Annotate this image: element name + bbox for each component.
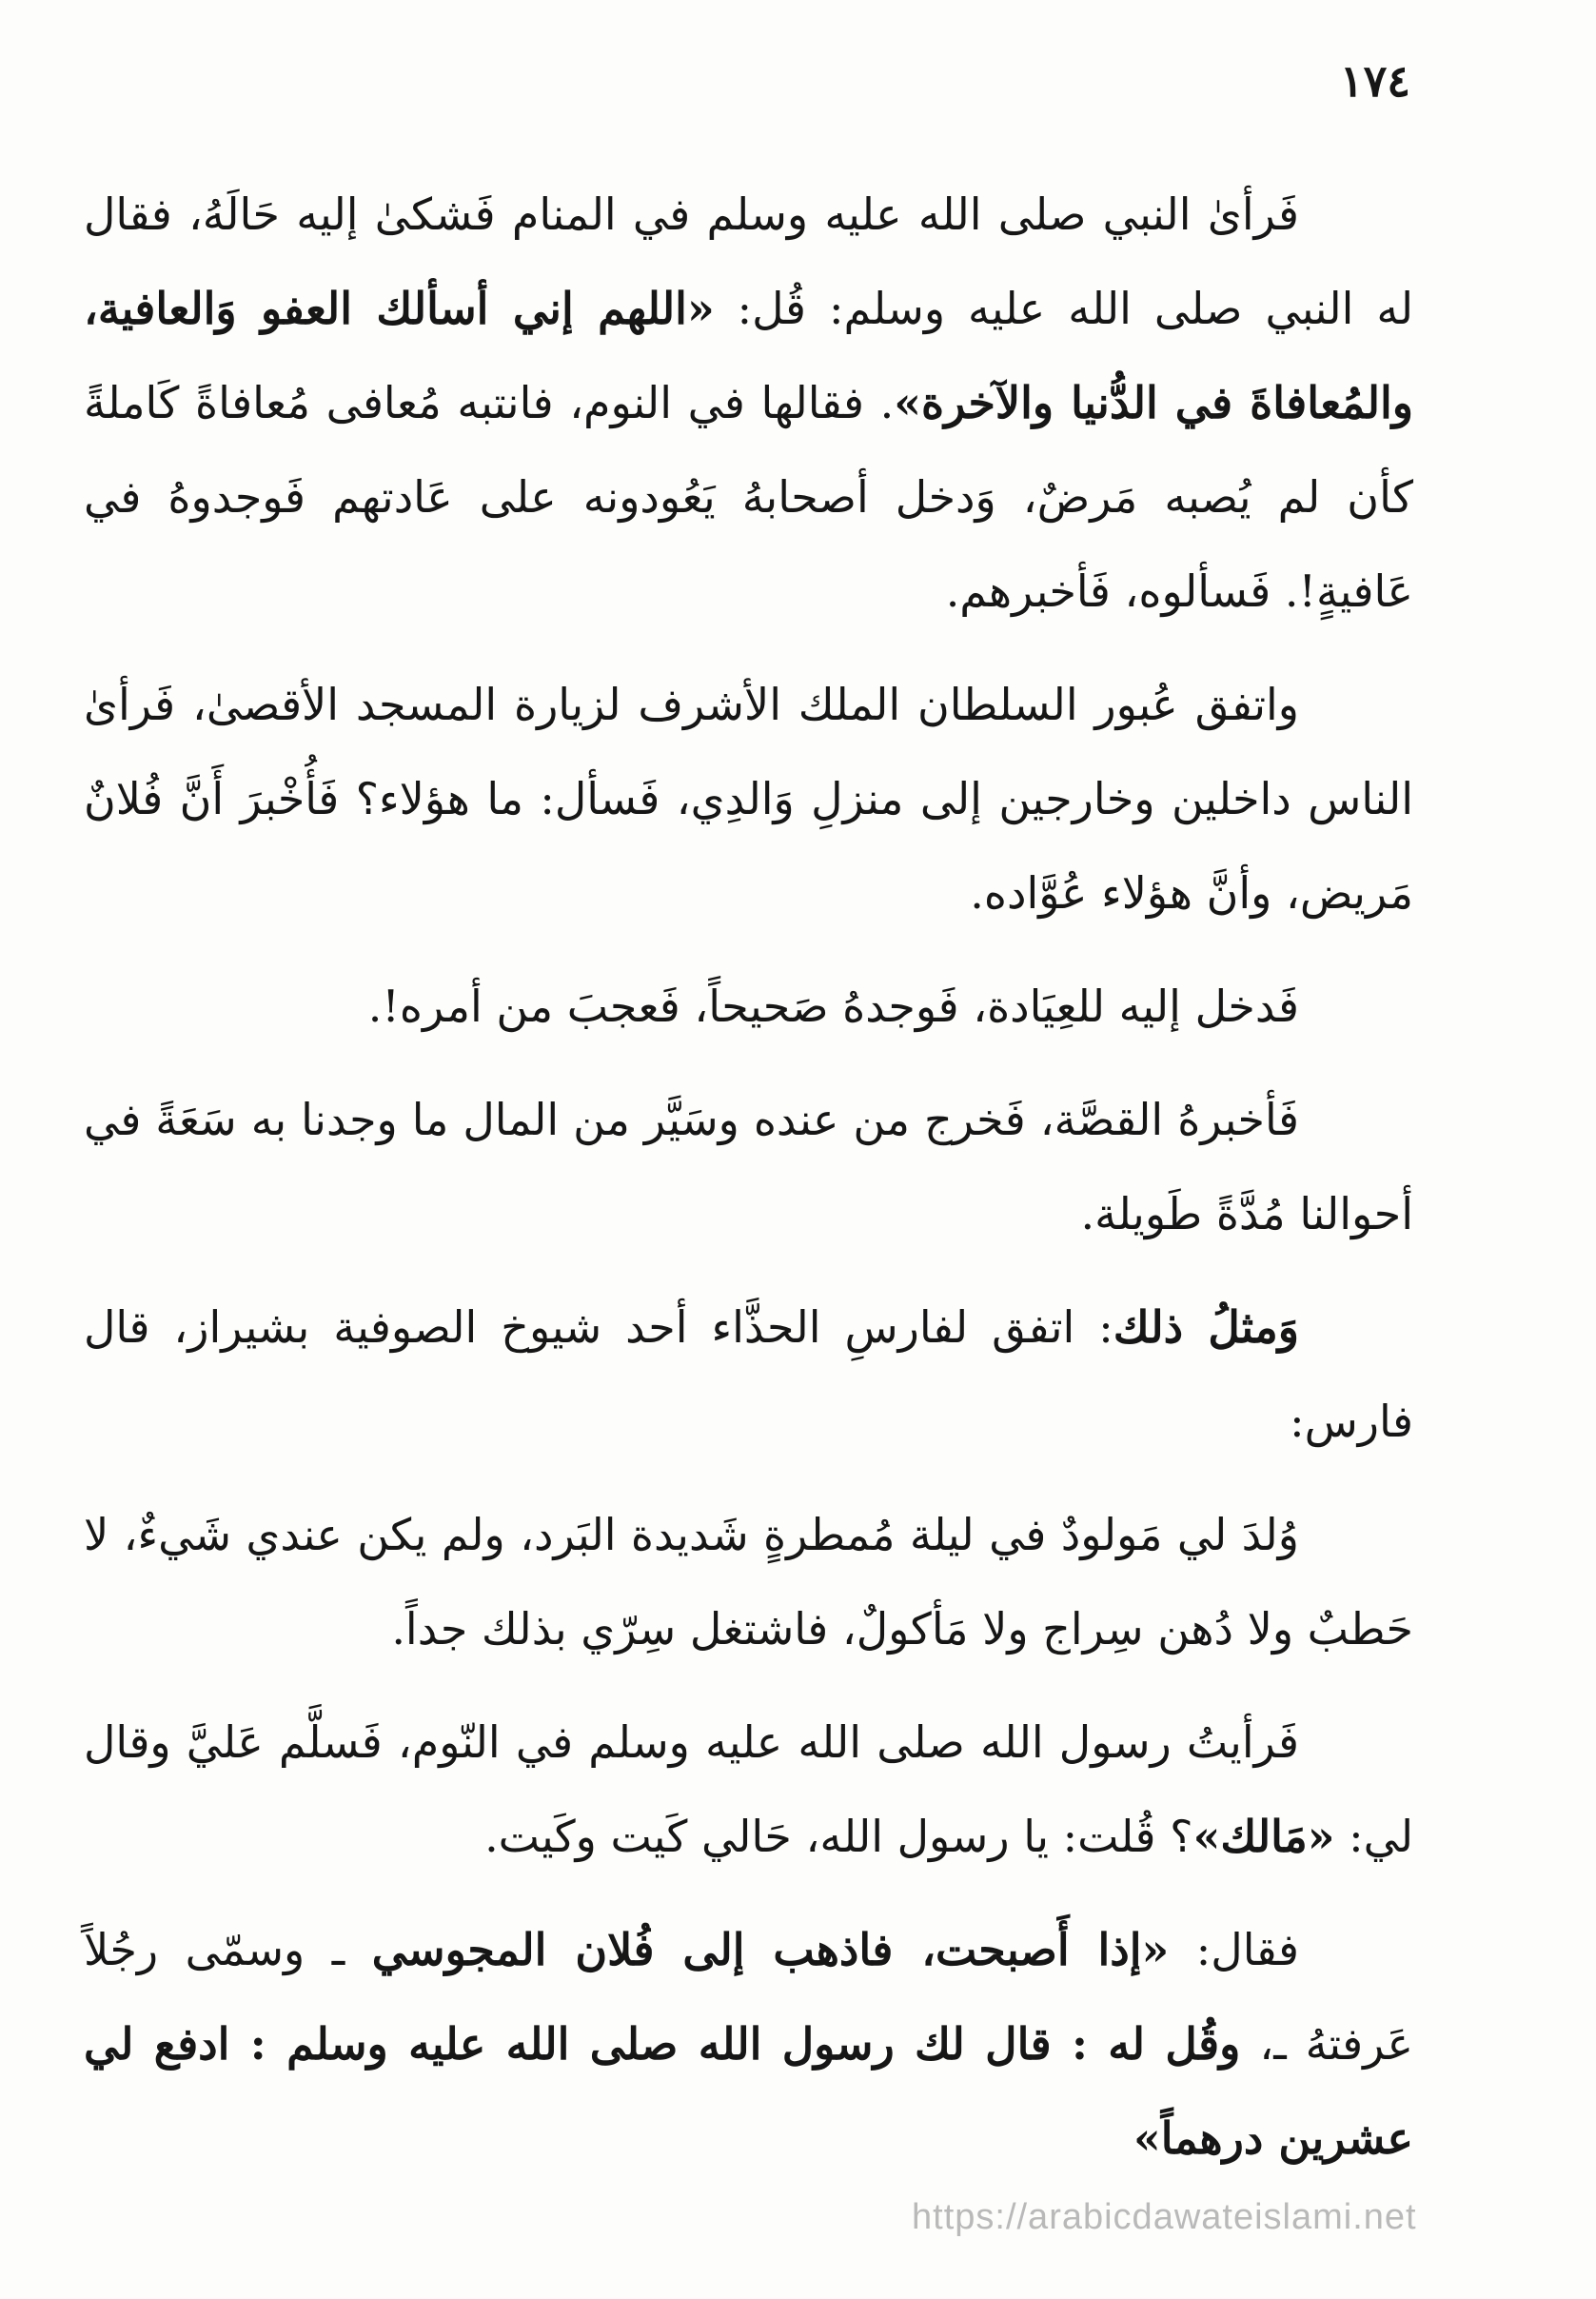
paragraph-p3 xyxy=(84,960,1413,1054)
emphasized-text: «إذا أَصبحت، فاذهب إلى فُلان المجوسي xyxy=(371,1924,1170,1975)
paragraph-p5 xyxy=(84,1280,1413,1469)
paragraph-text: فقال: xyxy=(1169,1924,1299,1975)
emphasized-text: «مَالك» xyxy=(1192,1811,1335,1862)
paragraph-p2 xyxy=(84,658,1413,941)
paragraph-text: ؟ قُلت: يا رسول الله، حَالي كَيت وكَيت. xyxy=(484,1811,1193,1862)
paragraph-text: واتفق عُبور السلطان الملك الأشرف لزيارة المسجد الأقصىٰ، فَرأىٰ الناس داخلين وخارجين إلى منزلِ وَالدِي، فَسأل: ما هؤلاء؟ فَأُخْبرَ أَنَّ فُلانٌ مَريض، وأنَّ هؤلاء عُوَّاده. xyxy=(84,679,1413,919)
paragraph-text: فَدخل إليه للعِيَادة، فَوجدهُ صَحيحاً، فَعجبَ من أمره!. xyxy=(367,981,1299,1032)
paragraph-text: فَأخبرهُ القصَّة، فَخرج من عنده وسَيَّر من المال ما وجدنا به سَعَةً في أحوالنا مُدَّةً طَويلة. xyxy=(84,1094,1413,1239)
emphasized-text: «اللهم إني أسألك العفو وَالعافية، والمُعافاةَ في الدُّنيا والآخرة» xyxy=(84,283,1414,428)
paragraph-p1 xyxy=(84,168,1413,639)
paragraph-text: ـ وسمّى رجُلاً عَرفتهُ ـ، xyxy=(84,1924,1414,2070)
paragraph-p7 xyxy=(84,1695,1413,1884)
paragraph-p8 xyxy=(84,1903,1413,2186)
paragraph-p4 xyxy=(84,1073,1413,1261)
page-number: ١٧٤ xyxy=(1339,55,1410,107)
paragraph-text: . فقالها في النوم، فانتبه مُعافى مُعافاةً كَاملةً كأن لم يُصبه مَرضٌ، وَدخل أصحابهُ يَعُودونه على عَادتهم فَوجدوهُ في عَافيةٍ!. فَسألوه، فَأخبرهم. xyxy=(84,377,1413,617)
paragraph-text: وُلدَ لي مَولودٌ في ليلة مُمطرةٍ شَديدة البَرد، ولم يكن عندي شَيءٌ، لا حَطبٌ ولا دُهن سِراج ولا مَأكولٌ، فاشتغل سِرّي بذلك جداً. xyxy=(84,1509,1413,1655)
watermark-url: https://arabicdawateislami.net xyxy=(912,2197,1417,2237)
emphasized-text: وقُل له : قال لك رسول الله صلى الله عليه وسلم : ادفع لي عشرين درهماً» xyxy=(84,2018,1413,2164)
emphasized-text: وَمثلُ ذلك xyxy=(1113,1301,1299,1353)
paragraph-text: فَرأىٰ النبي صلى الله عليه وسلم في المنام فَشكىٰ إليه حَالَهُ، فقال له النبي صلى الله عليه وسلم: قُل: xyxy=(84,188,1414,334)
body-text xyxy=(84,168,1413,2205)
paragraph-p6 xyxy=(84,1488,1413,1676)
paragraph-text: فَرأيتُ رسول الله صلى الله عليه وسلم في النّوم، فَسلَّم عَليَّ وقال لي: xyxy=(84,1716,1413,1862)
paragraph-text: : اتفق لفارسِ الحذَّاء أحد شيوخ الصوفية بشيراز، قال فارس: xyxy=(84,1301,1413,1447)
